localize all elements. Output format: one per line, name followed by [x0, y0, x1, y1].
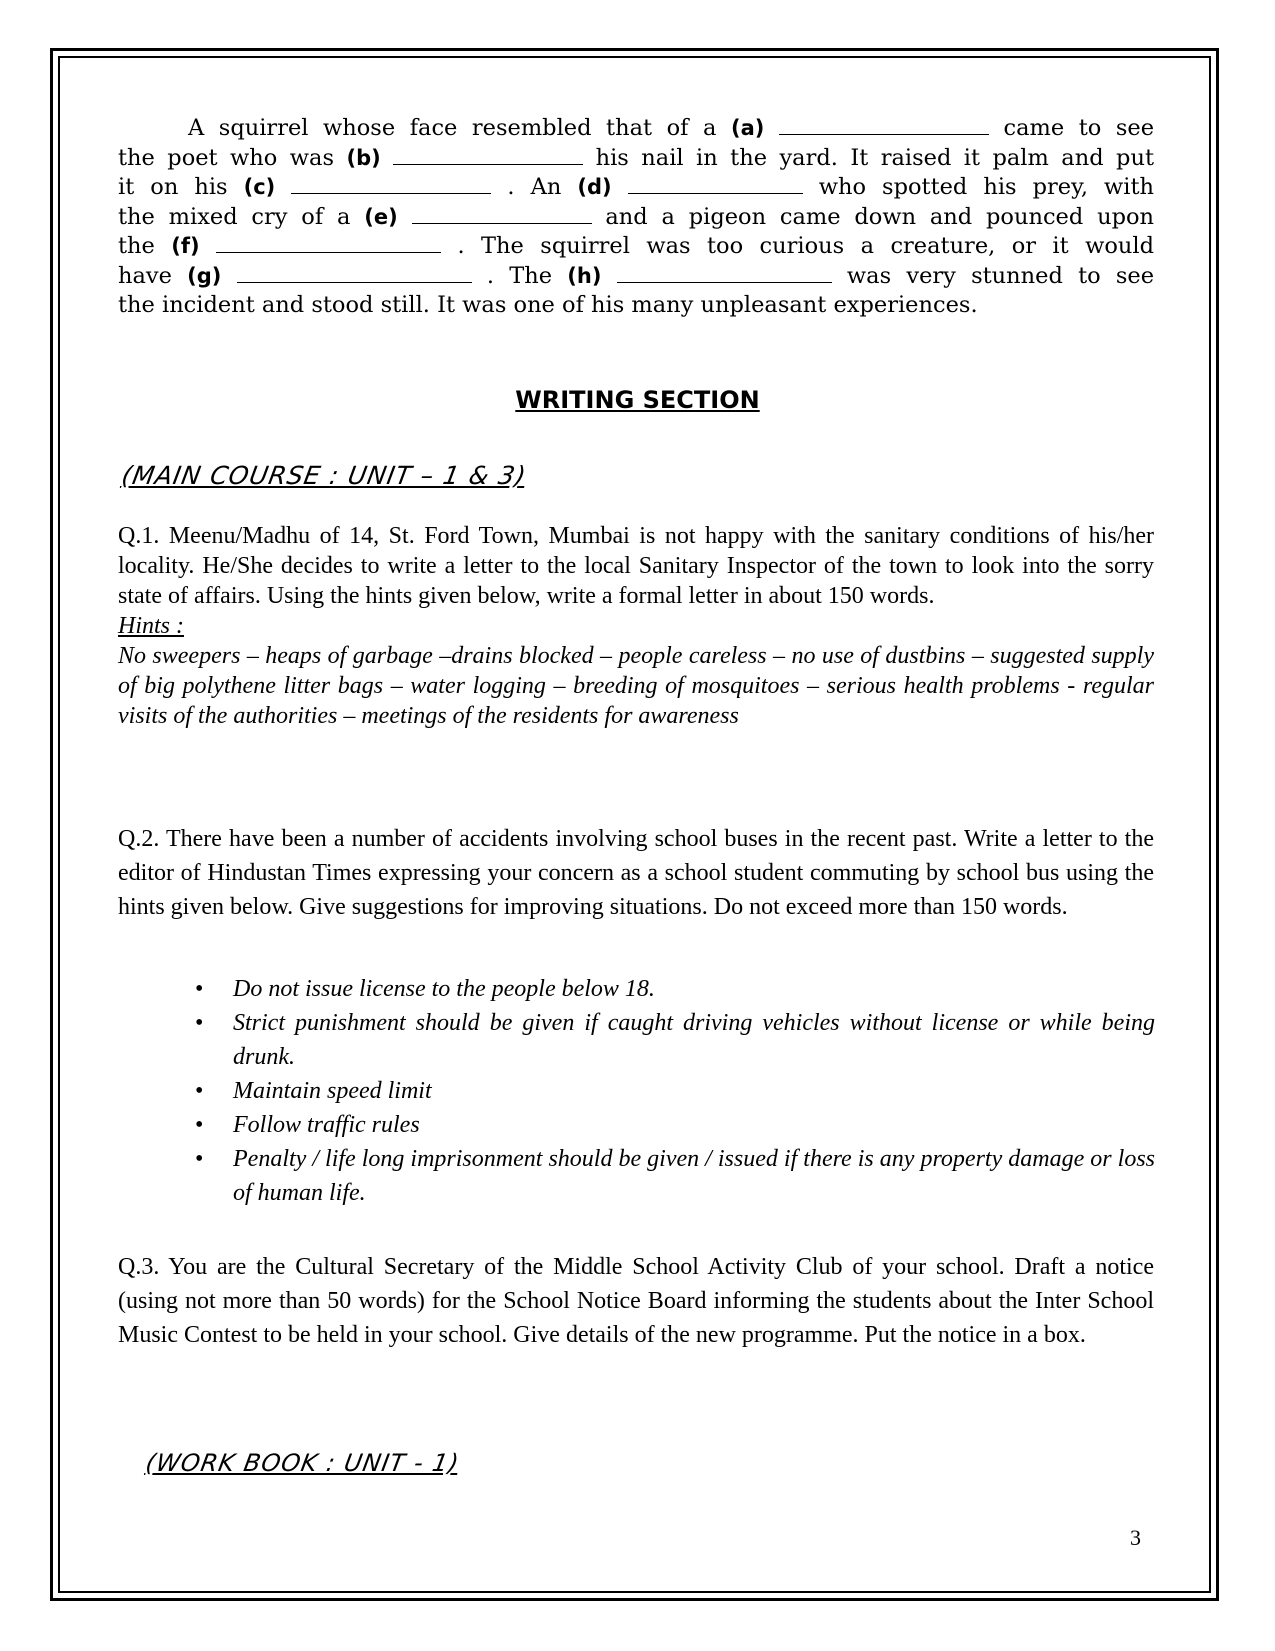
bullet-icon: • [195, 1010, 204, 1036]
cloze-text: . An [507, 174, 562, 200]
question-1-text: Q.1. Meenu/Madhu of 14, St. Ford Town, Mumbai is not happy with the sanitary conditions of his/her locality. He/She decides to write a letter to the local Sanitary Inspector of the town to look into the sorry state of affairs. Using the hints given below, write a formal letter in about 150 words. [118, 523, 1154, 609]
cloze-text: was very stunned to see [846, 262, 1155, 289]
blank-e [412, 205, 592, 224]
cloze-text: who spotted his prey, with [818, 174, 1155, 200]
cloze-text: came to see [1003, 115, 1155, 141]
blank-d [628, 175, 803, 194]
blank-label-g: (g) [187, 263, 222, 288]
page-number: 3 [1130, 1525, 1141, 1550]
cloze-line [118, 262, 1154, 292]
cloze-text: and a pigeon came down and pounced upon [605, 203, 1155, 230]
workbook-heading: (WORK BOOK : UNIT - 1) [143, 1449, 462, 1477]
blank-f [216, 234, 441, 253]
list-item [195, 972, 1155, 1006]
list-item [195, 1108, 1155, 1142]
bullet-icon: • [195, 976, 204, 1002]
blank-g [237, 264, 472, 283]
section-title: WRITING SECTION [515, 386, 760, 414]
list-item [195, 1006, 1155, 1074]
cloze-text: the [118, 233, 155, 259]
blank-h [617, 264, 832, 283]
blank-b [393, 146, 583, 165]
list-item-text: Do not issue license to the people below 18. [233, 976, 655, 1002]
question-3-text: Q.3. You are the Cultural Secretary of the Middle School Activity Club of your school. Draft a notice (using not more than 50 words) for the School Notice Board informing the students about the Inter School Music Contest to be held in your school. Give details of the new programme. Put the notice in a box. [118, 1254, 1154, 1348]
question-2-text: Q.2. There have been a number of accidents involving school buses in the recent past. Write a letter to the editor of Hindustan Times expressing your concern as a school student commuting by school bus using the hints given below. Give suggestions for improving situations. Do not exceed more than 150 words. [118, 826, 1154, 920]
hints-label: Hints : [118, 613, 184, 639]
list-item-text: Strict punishment should be given if caught driving vehicles without license or while being drunk. [233, 1010, 1155, 1070]
list-item-text: Penalty / life long imprisonment should be given / issued if there is any property damage or loss of human life. [233, 1146, 1155, 1206]
blank-a [779, 116, 989, 135]
bullet-icon: • [195, 1146, 204, 1172]
cloze-text: . The squirrel was too curious a creature, or it would [457, 233, 1154, 259]
blank-c [291, 175, 491, 194]
cloze-text: it on his [118, 174, 228, 200]
blank-label-c: (c) [243, 175, 276, 199]
question-1 [118, 521, 1154, 731]
cloze-text: his nail in the yard. It raised it palm and put [595, 144, 1154, 171]
question-2 [118, 822, 1154, 924]
bullet-icon: • [195, 1112, 204, 1138]
blank-label-b: (b) [346, 145, 381, 170]
list-item [195, 1074, 1155, 1108]
question-2-hints-list [195, 972, 1155, 1210]
cloze-line [118, 232, 1154, 262]
blank-label-h: (h) [567, 263, 602, 288]
question-3 [118, 1250, 1154, 1352]
blank-label-d: (d) [577, 175, 612, 199]
cloze-line: the incident and stood still. It was one of his many unpleasant experiences. [118, 292, 978, 318]
cloze-text: have [118, 262, 172, 289]
cloze-line [118, 203, 1154, 233]
list-item-text: Follow traffic rules [233, 1112, 420, 1138]
cloze-line [118, 144, 1154, 174]
hints-text: No sweepers – heaps of garbage –drains blocked – people careless – no use of dustbins – suggested supply of big polythene litter bags – water logging – breeding of mosquitoes – serious health problems - regular visits of the authorities – meetings of the residents for awareness [118, 643, 1154, 729]
cloze-text: A squirrel whose face resembled that of a [188, 115, 717, 141]
cloze-line [118, 173, 1154, 203]
blank-label-f: (f) [171, 234, 200, 258]
main-course-heading: (MAIN COURSE : UNIT – 1 & 3) [119, 461, 529, 490]
blank-label-a: (a) [731, 116, 765, 140]
cloze-passage [118, 114, 1154, 321]
cloze-text: the mixed cry of a [118, 203, 351, 230]
cloze-text: the poet who was [118, 144, 335, 171]
blank-label-e: (e) [364, 204, 398, 229]
list-item [195, 1142, 1155, 1210]
list-item-text: Maintain speed limit [233, 1078, 432, 1104]
cloze-line [118, 114, 1154, 144]
cloze-text: . The [486, 262, 553, 289]
bullet-icon: • [195, 1078, 204, 1104]
